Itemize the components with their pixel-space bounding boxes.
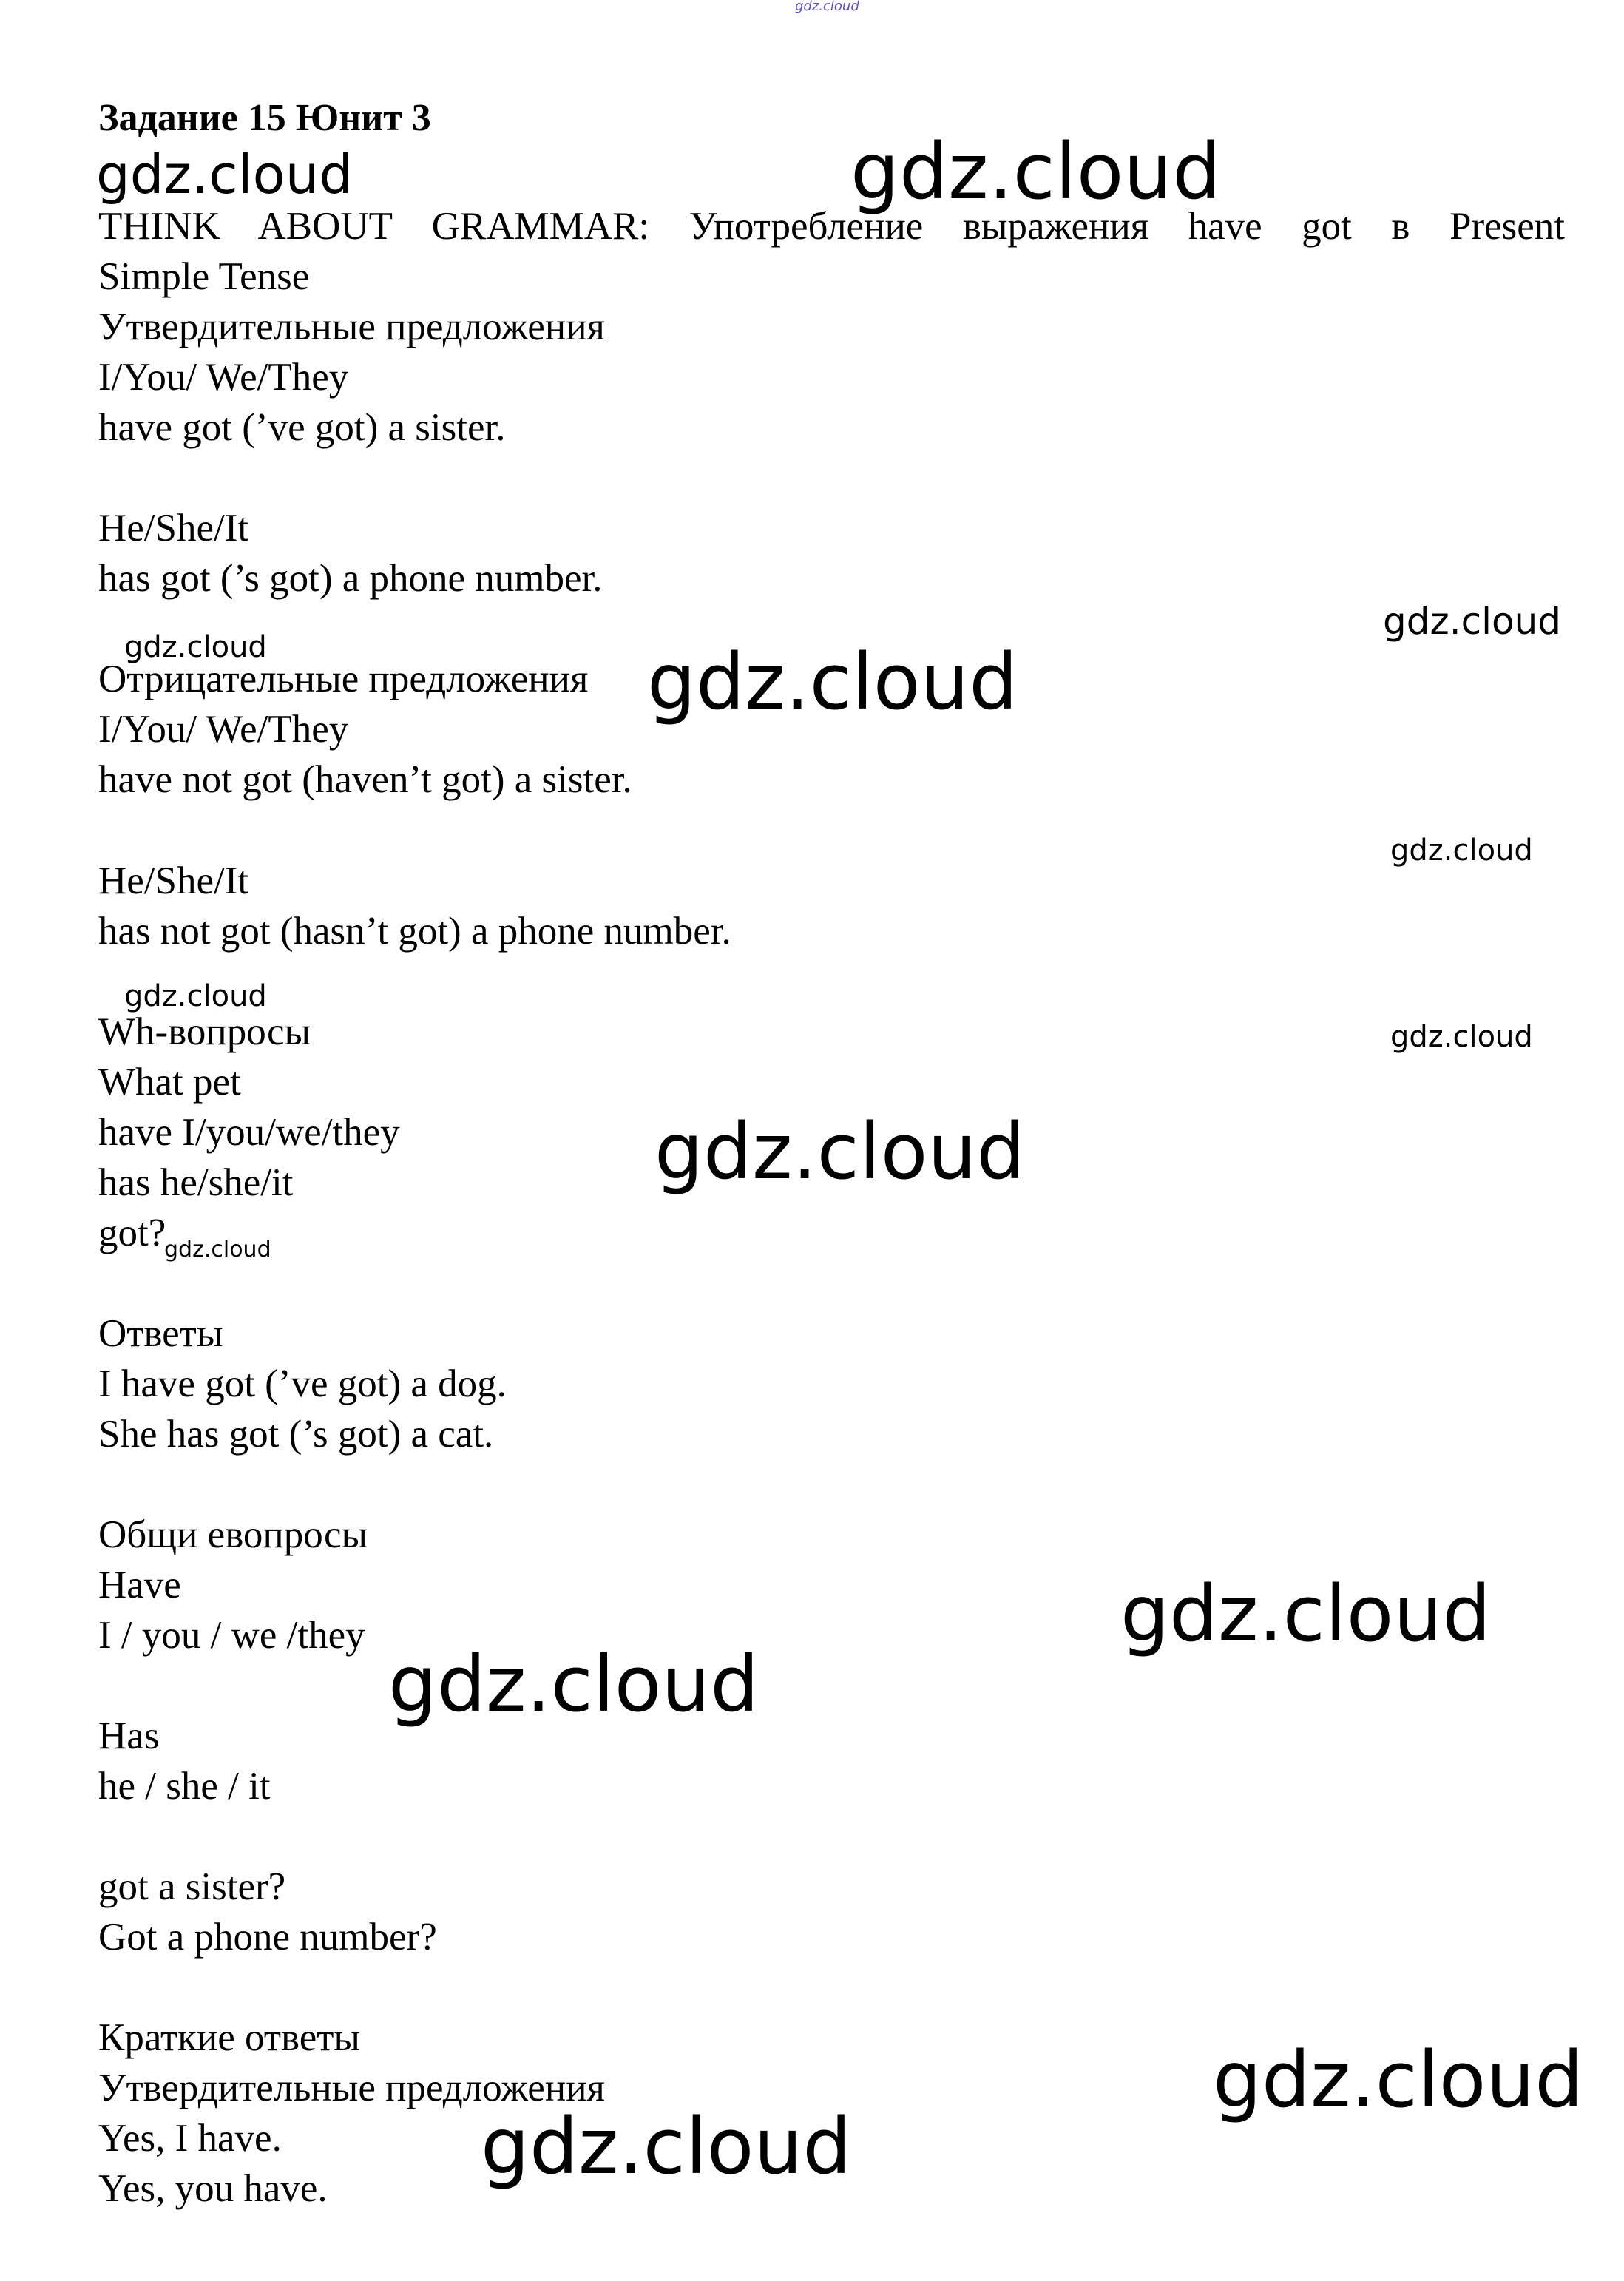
- answers-line: I have got (’ve got) a dog.: [98, 1362, 507, 1405]
- watermark: gdz.cloud: [124, 979, 267, 1013]
- negative-label: Отрицательные предложения: [98, 658, 589, 700]
- general-questions-ending: Got a phone number?: [98, 1916, 437, 1959]
- general-questions-ending: got a sister?: [98, 1865, 286, 1908]
- watermark: gdz.cloud: [1390, 834, 1533, 868]
- affirmative-label: Утвердительные предложения: [98, 305, 605, 348]
- document-title: Задание 15 Юнит 3: [98, 97, 431, 139]
- wh-questions-line: What pet: [98, 1061, 241, 1104]
- affirmative-subjects-plural: I/You/ We/They: [98, 356, 349, 399]
- negative-subjects-plural: I/You/ We/They: [98, 708, 349, 751]
- watermark: gdz.cloud: [164, 1237, 271, 1263]
- general-questions-has: Has: [98, 1714, 160, 1757]
- short-answers-line: Yes, you have.: [98, 2167, 328, 2210]
- negative-subjects-singular: He/She/It: [98, 859, 249, 902]
- watermark: gdz.cloud: [1120, 1569, 1492, 1659]
- short-answers-affirmative-label: Утвердительные предложения: [98, 2067, 605, 2109]
- watermark: gdz.cloud: [481, 2101, 852, 2192]
- negative-example-plural: have not got (haven’t got) a sister.: [98, 758, 632, 801]
- watermark: gdz.cloud: [124, 630, 267, 664]
- section-heading-line-2: Simple Tense: [98, 255, 310, 298]
- answers-line: She has got (’s got) a cat.: [98, 1413, 494, 1456]
- affirmative-example-singular: has got (’s got) a phone number.: [98, 557, 603, 600]
- watermark: gdz.cloud: [1390, 1020, 1533, 1054]
- wh-questions-label: Wh-вопросы: [98, 1010, 311, 1053]
- negative-example-singular: has not got (hasn’t got) a phone number.: [98, 910, 731, 953]
- wh-questions-line: got?: [98, 1212, 166, 1254]
- general-questions-have: Have: [98, 1564, 181, 1606]
- wh-questions-line: has he/she/it: [98, 1161, 294, 1204]
- watermark: gdz.cloud: [1383, 600, 1562, 643]
- watermark: gdz.cloud: [647, 637, 1018, 727]
- watermark: gdz.cloud: [850, 126, 1222, 217]
- short-answers-line: Yes, I have.: [98, 2117, 282, 2160]
- watermark: gdz.cloud: [388, 1639, 759, 1729]
- answers-label: Ответы: [98, 1312, 223, 1355]
- wh-questions-line: have I/you/we/they: [98, 1111, 400, 1154]
- watermark: gdz.cloud: [654, 1106, 1026, 1197]
- watermark: gdz.cloud: [1213, 2035, 1584, 2125]
- section-heading-line-1: THINK ABOUT GRAMMAR: Употребление выражения have got в Present: [98, 205, 1565, 248]
- watermark-top: gdz.cloud: [795, 0, 859, 14]
- general-questions-label: Общи евопросы: [98, 1513, 368, 1556]
- general-questions-subjects-plural: I / you / we /they: [98, 1614, 365, 1657]
- affirmative-example-plural: have got (’ve got) a sister.: [98, 406, 506, 449]
- general-questions-subjects-singular: he / she / it: [98, 1765, 271, 1808]
- short-answers-label: Краткие ответы: [98, 2016, 361, 2059]
- affirmative-subjects-singular: He/She/It: [98, 507, 249, 550]
- watermark: gdz.cloud: [96, 143, 353, 206]
